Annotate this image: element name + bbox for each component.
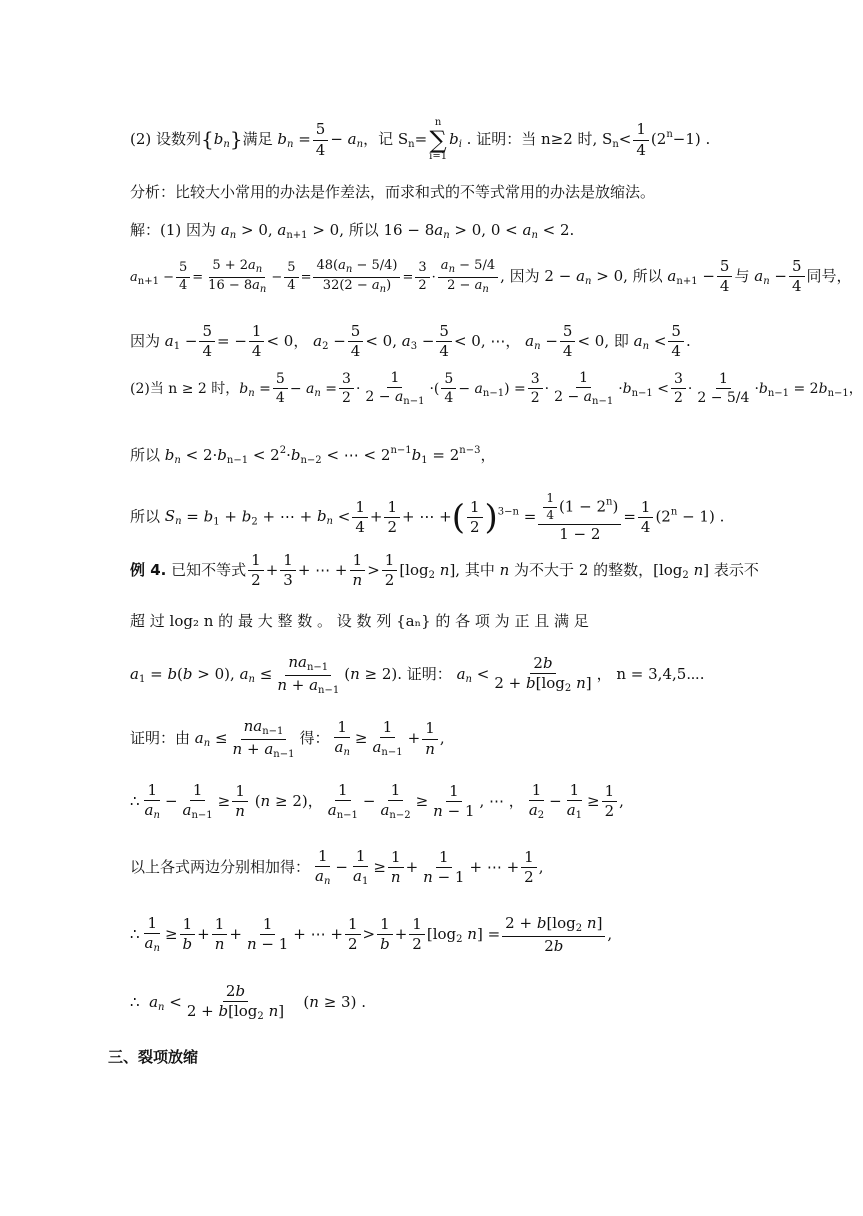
part2-statement: (2) 设数列$\{b_n\}$满足 $b_n$ = $\frac{5}{4}$ − $a_n$，记 $S_n=$ n ∑ i=1 $b_i$ . 证明：当 n≥2 时, $S_n<$ $\frac{1}{4}$ $(2^n-1)$ .	[130, 117, 711, 162]
proof-line2: ∴ $\frac{1}{a_n}$ − $\frac{1}{a_{n-1}}$ ≥ $\frac{1}{n}$ (n ≥ 2)， $\frac{1}{a_{n-1}}$ − $\frac{1}{a_{n-2}}$ ≥ $\frac{1}{n - 1}$ , ⋯ ， $\frac{1}{a_2}$ − $\frac{1}{a_1}$ ≥ $\frac{1}{2}$ ,	[130, 781, 624, 822]
solution-part2-chain: (2)当 n ≥ 2 时，$b_n$ = $\frac{5}{4}$ − $a_n$ = $\frac{3}{2}$ · $\frac{1}{2 - a_{n-1}}$ ·( $\frac{5}{4}$ − $a_{n-1}$) = $\frac{3}{2}$ · $\frac{1}{2 - a_{n-1}}$ $\cdot b_{n-1}$ < $\frac{3}{2}$ · $\frac{1}{2 - 5/4}$ $\cdot b_{n-1} = 2b_{n-1}$，	[130, 370, 863, 408]
proof-line1: 证明：由 $a_n$ ≤ $na_{n-1}$ $n + a_{n-1}$ 得： $\frac{1}{a_n}$ ≥ $\frac{1}{a_{n-1}}$ + $\frac{1}{n}$ ,	[130, 717, 445, 760]
proof-line4: ∴ $\frac{1}{a_n}$ ≥ $\frac{1}{b}$ + $\frac{1}{n}$ + $\frac{1}{n - 1}$ + ⋯ + $\frac{1}{2}$ > $\frac{1}{b}$ + $\frac{1}{2}$ [$\log_2$ n] = $\frac{2 + b[\log_2 n]}{2b}$ ,	[130, 914, 613, 955]
analysis-text: 分析：比较大小常用的办法是作差法，而求和式的不等式常用的办法是放缩法。	[130, 183, 656, 201]
example-4-line1: 例 4. 已知不等式 $\frac{1}{2}$ + $\frac{1}{3}$ + ⋯ + $\frac{1}{n}$ > $\frac{1}{2}$ [$\log_2$ n], 其中 n 为不大于 2 的整数，[$\log_2$ n] 表示不	[130, 551, 759, 590]
solution-part1-conclusion: 因为 $a_1$ − $\frac{5}{4}$ = − $\frac{1}{4}$ < 0， $a_2$ − $\frac{5}{4}$ < 0, $a_3$ − $\frac{5}{4}$ < 0, ⋯， $a_n$ − $\frac{5}{4}$ < 0, 即 $a_n$ < $\frac{5}{4}$ .	[130, 322, 691, 361]
example-4-line2: 超 过 log₂ n 的 最 大 整 数 。 设 数 列 {aₙ} 的 各 项 为 正 且 满 足	[130, 612, 589, 630]
section-heading: 三、裂项放缩	[108, 1048, 199, 1066]
solution-bn-bound: 所以 $b_n < 2\cdot b_{n-1} < 2^2\cdot b_{n-2}$ < ⋯ < $2^{n-1}b_1 = 2^{n-3}$，	[130, 445, 496, 466]
proof-conclusion: ∴ $a_n$ < $\frac{2b}{2 + b[\log_2 n]}$ (n ≥ 3) .	[130, 982, 366, 1023]
solution-Sn-bound: 所以 $S_n = b_1 + b_2$ + ⋯ + $b_n$ < $\frac{1}{4}$ + $\frac{1}{2}$ + ⋯ +( $\frac{1}{2}$ )$^{3-n}$ = $\frac{1}{4}$ $(1 - 2^n)$ 1 − 2 = $\frac{1}{4}$ $(2^n - 1)$ .	[130, 491, 725, 543]
proof-line3: 以上各式两边分别相加得： $\frac{1}{a_n}$ − $\frac{1}{a_1}$ ≥ $\frac{1}{n}$ + $\frac{1}{n - 1}$ + ⋯ + $\frac{1}{2}$ ,	[130, 847, 544, 888]
solution-part1-intro: 解：(1) 因为 $a_n > 0$, $a_{n+1} > 0$, 所以 $16 - 8a_n > 0$, $0 < a_n < 2$.	[130, 221, 575, 241]
example-4-line3: $a_1 = b(b > 0)$, $a_n$ ≤ $na_{n-1}$ $n + a_{n-1}$ (n ≥ 2). 证明： $a_n$ < $\frac{2b}{2 + b[\log_2 n]}$ ， n = 3,4,5⋯.	[130, 653, 705, 696]
solution-part1-chain: $a_{n+1}$ − $\frac{5}{4}$ = $\frac{5 + 2a_n}{16 - 8a_n}$ − $\frac{5}{4}$ = $\frac{48(a_n - 5/4)}{32(2 - a_n)}$ = $\frac{3}{2}$ · $\frac{a_n - 5/4}{2 - a_n}$ , 因为 $2 - a_n > 0$, 所以 $a_{n+1}$ − $\frac{5}{4}$ 与 $a_n$ − $\frac{5}{4}$ 同号，	[130, 257, 852, 296]
